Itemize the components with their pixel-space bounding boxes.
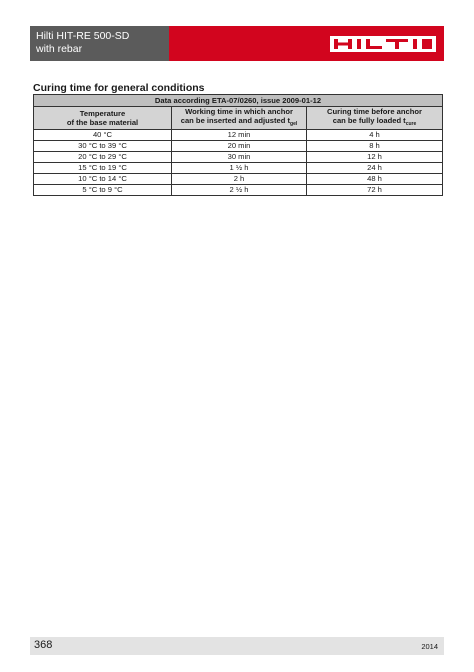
- cell-working-time: 2 h: [172, 174, 307, 185]
- table-row: [34, 141, 443, 152]
- table-row: [34, 174, 443, 185]
- header-line: can be fully loaded t: [332, 116, 406, 125]
- product-title-line1: Hilti HIT-RE 500-SD: [36, 30, 130, 42]
- product-title-line2: with rebar: [36, 43, 83, 55]
- cell-temperature: 10 °C to 14 °C: [34, 174, 172, 185]
- cell-working-time: 12 min: [172, 130, 307, 141]
- page-number: 368: [34, 639, 53, 651]
- cell-curing-time: 8 h: [307, 141, 443, 152]
- cell-working-time: 20 min: [172, 141, 307, 152]
- header-line: Temperature: [79, 109, 126, 118]
- cell-curing-time: 4 h: [307, 130, 443, 141]
- cell-curing-time: 24 h: [307, 163, 443, 174]
- cell-temperature: 30 °C to 39 °C: [34, 141, 172, 152]
- header-line: Curing time before anchor: [327, 107, 422, 116]
- table-row: [34, 163, 443, 174]
- cell-working-time: 2 ½ h: [172, 185, 307, 196]
- column-header-curing-time: [307, 107, 443, 130]
- cell-temperature: 5 °C to 9 °C: [34, 185, 172, 196]
- subscript-gel: gel: [290, 121, 298, 127]
- data-table: [33, 94, 443, 196]
- table-row: [34, 152, 443, 163]
- cell-temperature: 15 °C to 19 °C: [34, 163, 172, 174]
- cell-temperature: 40 °C: [34, 130, 172, 141]
- header-line: Working time in which anchor: [185, 107, 293, 116]
- cell-curing-time: 48 h: [307, 174, 443, 185]
- cell-working-time: 1 ½ h: [172, 163, 307, 174]
- subscript-cure: cure: [405, 121, 417, 127]
- header-line: can be inserted and adjusted t: [180, 116, 291, 125]
- brand-bar: [169, 26, 444, 61]
- column-header-temperature: [34, 107, 172, 130]
- cell-curing-time: 12 h: [307, 152, 443, 163]
- table-row: [34, 185, 443, 196]
- product-title: [30, 26, 169, 61]
- page-footer: [30, 637, 444, 655]
- section-title: Curing time for general conditions: [33, 82, 205, 94]
- header-line: of the base material: [66, 118, 139, 127]
- curing-time-table: [33, 94, 442, 196]
- table-row: [34, 130, 443, 141]
- edition-year: 2014: [421, 642, 438, 651]
- column-header-working-time: [172, 107, 307, 130]
- table-caption: Data according ETA-07/0260, issue 2009-01-12: [34, 95, 443, 107]
- cell-working-time: 30 min: [172, 152, 307, 163]
- hilti-logo: [330, 36, 436, 52]
- page-header: [30, 26, 444, 61]
- cell-temperature: 20 °C to 29 °C: [34, 152, 172, 163]
- cell-curing-time: 72 h: [307, 185, 443, 196]
